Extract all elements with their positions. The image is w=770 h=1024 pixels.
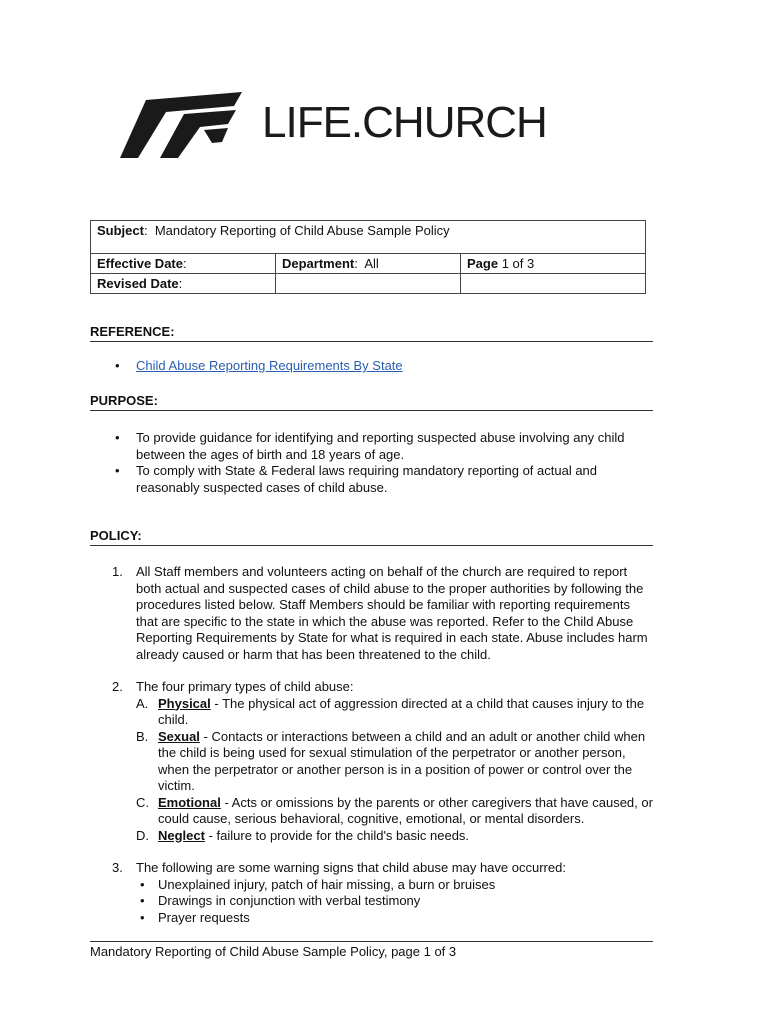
policy-section <box>90 528 653 942</box>
logo-wordmark: LIFE.CHURCH <box>262 98 547 147</box>
effective-date-cell: Effective Date: <box>91 254 276 274</box>
department-value: All <box>364 256 379 271</box>
abuse-type-neglect: D. Neglect - failure to provide for the child's basic needs. <box>136 827 470 843</box>
policy-header-table <box>90 220 646 294</box>
warning-sign: • Prayer requests <box>136 910 653 927</box>
list-item: • To provide guidance for identifying and reporting suspected abuse involving any child between the ages of birth and 18 years of age. <box>90 430 653 463</box>
section-title: POLICY: <box>90 528 653 546</box>
list-item: 3. The following are some warning signs that child abuse may have occurred: • Unexplained injury, patch of hair missing, a burn or bruises • Drawings in conjunction with verbal testimony • Prayer requests <box>90 860 653 926</box>
purpose-list <box>90 430 653 496</box>
list-item: • To comply with State & Federal laws requiring mandatory reporting of actual and reasonably suspected cases of child abuse. <box>90 463 653 496</box>
section-title: REFERENCE: <box>90 324 653 342</box>
list-item: 2. The four primary types of child abuse: A. Physical - The physical act of aggression directed at a child that causes injury to the child. B. Sexual - Contacts or interactions between a child and an adult or another child when the child is being used for sexual stimulation of the perpetrator or another person, when the perpetrator or another person is in a position of power or control over the victim. C. Emotional - Acts or omissions by the parents or other caregivers that have caused, or could cause, serious behavioral, cognitive, emotional, or mental disorders. D. Neglect - failure to provide for the child's basic needs. <box>112 679 653 843</box>
warning-sign: • Unexplained injury, patch of hair missing, a burn or bruises <box>136 877 653 894</box>
revised-date-label: Revised Date <box>97 276 179 291</box>
page-value: 1 of 3 <box>501 256 535 271</box>
abuse-type-emotional: C. Emotional - Acts or omissions by the parents or other caregivers that have caused, or could cause, serious behavioral, cognitive, emotional, or mental disorders. <box>136 794 653 826</box>
section-title: PURPOSE: <box>90 393 653 411</box>
list-item <box>90 358 653 375</box>
empty-cell <box>276 274 461 294</box>
abuse-type-physical: A. Physical - The physical act of aggression directed at a child that causes injury to the child. <box>136 695 645 727</box>
page-cell <box>461 254 646 274</box>
life-church-logo-mark-icon <box>118 92 248 162</box>
page-label: Page <box>467 256 499 271</box>
subject-value: Mandatory Reporting of Child Abuse Sample Policy <box>154 223 450 238</box>
reference-link[interactable]: Child Abuse Reporting Requirements By State <box>136 358 403 373</box>
reference-list <box>90 358 653 375</box>
reference-section <box>90 324 653 375</box>
list-item: 1. All Staff members and volunteers acting on behalf of the church are required to report both actual and suspected cases of child abuse to the proper authorities by following the procedures listed below. Staff Members should be familiar with reporting requirements that are specific to the state in which the abuse was reported. Refer to the Child Abuse Reporting Requirements by State for what is required in each state. Abuse includes harm already caused or harm that has been threatened to the child. <box>112 564 648 662</box>
department-cell: Department: All <box>276 254 461 274</box>
revised-date-cell: Revised Date: <box>91 274 276 294</box>
effective-date-label: Effective Date <box>97 256 183 271</box>
empty-cell <box>461 274 646 294</box>
life-church-logo <box>118 92 618 162</box>
subject-cell: Subject: Mandatory Reporting of Child Abuse Sample Policy <box>91 221 646 254</box>
abuse-type-sexual: B. Sexual - Contacts or interactions between a child and an adult or another child when the child is being used for sexual stimulation of the perpetrator or another person, when the perpetrator or another person is in a position of power or control over the victim. <box>136 728 646 793</box>
department-label: Department <box>282 256 355 271</box>
warning-sign: • Drawings in conjunction with verbal testimony <box>136 893 653 910</box>
policy-list <box>90 564 653 926</box>
subject-label: Subject <box>97 223 144 238</box>
page-footer: Mandatory Reporting of Child Abuse Sample Policy, page 1 of 3 <box>90 941 653 959</box>
purpose-section <box>90 393 653 496</box>
